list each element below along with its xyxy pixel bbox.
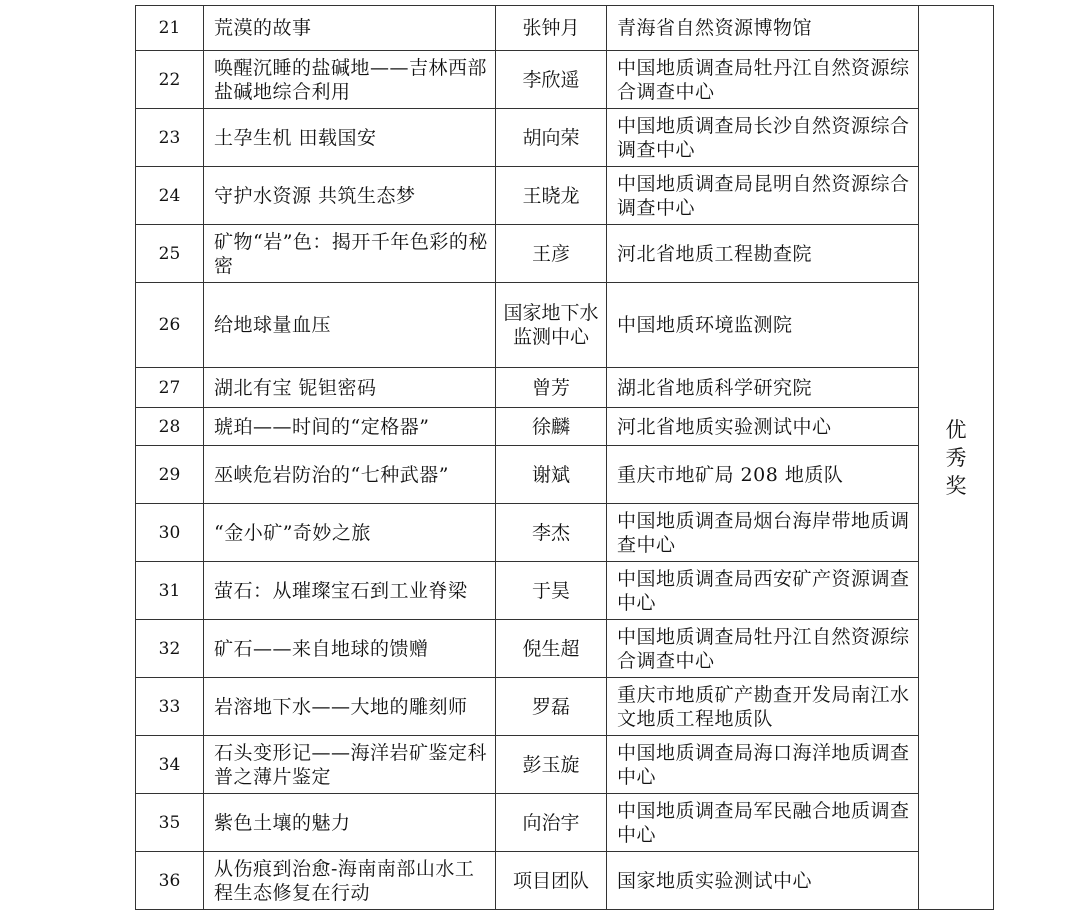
table-row	[136, 562, 994, 620]
table-row	[136, 6, 994, 51]
author-name: 徐麟	[496, 408, 607, 446]
author-name: 向治宇	[496, 794, 607, 852]
organization: 中国地质调查局烟台海岸带地质调查中心	[607, 504, 919, 562]
row-number: 26	[136, 283, 204, 368]
award-level: 优秀奖	[945, 417, 967, 498]
author-name: 罗磊	[496, 678, 607, 736]
row-number: 33	[136, 678, 204, 736]
work-title: 岩溶地下水——大地的雕刻师	[204, 678, 496, 736]
work-title: 萤石：从璀璨宝石到工业脊梁	[204, 562, 496, 620]
work-title: 矿石——来自地球的馈赠	[204, 620, 496, 678]
row-number: 36	[136, 852, 204, 910]
award-level-cell	[919, 6, 994, 910]
row-number: 29	[136, 446, 204, 504]
table-row	[136, 504, 994, 562]
table-row	[136, 678, 994, 736]
work-title: 琥珀——时间的“定格器”	[204, 408, 496, 446]
row-number: 35	[136, 794, 204, 852]
table-row	[136, 446, 994, 504]
table-row	[136, 368, 994, 408]
organization: 中国地质调查局牡丹江自然资源综合调查中心	[607, 620, 919, 678]
table-row	[136, 620, 994, 678]
work-title: 巫峡危岩防治的“七种武器”	[204, 446, 496, 504]
award-table-body	[136, 6, 994, 910]
row-number: 30	[136, 504, 204, 562]
author-name: 李杰	[496, 504, 607, 562]
row-number: 21	[136, 6, 204, 51]
organization: 中国地质调查局海口海洋地质调查中心	[607, 736, 919, 794]
author-name: 谢斌	[496, 446, 607, 504]
organization: 河北省地质工程勘查院	[607, 225, 919, 283]
author-name: 倪生超	[496, 620, 607, 678]
row-number: 25	[136, 225, 204, 283]
organization: 湖北省地质科学研究院	[607, 368, 919, 408]
work-title: 石头变形记——海洋岩矿鉴定科普之薄片鉴定	[204, 736, 496, 794]
award-table	[135, 5, 994, 910]
table-row	[136, 109, 994, 167]
author-name: 王晓龙	[496, 167, 607, 225]
row-number: 28	[136, 408, 204, 446]
organization: 河北省地质实验测试中心	[607, 408, 919, 446]
row-number: 24	[136, 167, 204, 225]
organization: 中国地质调查局昆明自然资源综合调查中心	[607, 167, 919, 225]
author-name: 项目团队	[496, 852, 607, 910]
row-number: 31	[136, 562, 204, 620]
organization: 中国地质调查局西安矿产资源调查中心	[607, 562, 919, 620]
organization: 中国地质调查局牡丹江自然资源综合调查中心	[607, 51, 919, 109]
organization: 国家地质实验测试中心	[607, 852, 919, 910]
row-number: 22	[136, 51, 204, 109]
row-number: 23	[136, 109, 204, 167]
work-title: 守护水资源 共筑生态梦	[204, 167, 496, 225]
author-name: 彭玉旋	[496, 736, 607, 794]
table-row	[136, 51, 994, 109]
work-title: “金小矿”奇妙之旅	[204, 504, 496, 562]
author-name: 王彦	[496, 225, 607, 283]
table-row	[136, 167, 994, 225]
author-name: 于昊	[496, 562, 607, 620]
table-row	[136, 794, 994, 852]
author-name: 曾芳	[496, 368, 607, 408]
table-row	[136, 225, 994, 283]
table-row	[136, 283, 994, 368]
author-name: 李欣遥	[496, 51, 607, 109]
author-name: 胡向荣	[496, 109, 607, 167]
work-title: 紫色土壤的魅力	[204, 794, 496, 852]
work-title: 唤醒沉睡的盐碱地——吉林西部盐碱地综合利用	[204, 51, 496, 109]
work-title: 荒漠的故事	[204, 6, 496, 51]
organization: 中国地质调查局长沙自然资源综合调查中心	[607, 109, 919, 167]
work-title: 从伤痕到治愈-海南南部山水工程生态修复在行动	[204, 852, 496, 910]
organization: 中国地质环境监测院	[607, 283, 919, 368]
organization: 青海省自然资源博物馆	[607, 6, 919, 51]
author-name: 国家地下水监测中心	[496, 283, 607, 368]
work-title: 湖北有宝 铌钽密码	[204, 368, 496, 408]
organization: 中国地质调查局军民融合地质调查中心	[607, 794, 919, 852]
row-number: 34	[136, 736, 204, 794]
organization: 重庆市地矿局 208 地质队	[607, 446, 919, 504]
organization: 重庆市地质矿产勘查开发局南江水文地质工程地质队	[607, 678, 919, 736]
work-title: 矿物“岩”色：揭开千年色彩的秘密	[204, 225, 496, 283]
table-row	[136, 736, 994, 794]
table-row	[136, 408, 994, 446]
row-number: 27	[136, 368, 204, 408]
work-title: 土孕生机 田载国安	[204, 109, 496, 167]
row-number: 32	[136, 620, 204, 678]
work-title: 给地球量血压	[204, 283, 496, 368]
author-name: 张钟月	[496, 6, 607, 51]
table-row	[136, 852, 994, 910]
